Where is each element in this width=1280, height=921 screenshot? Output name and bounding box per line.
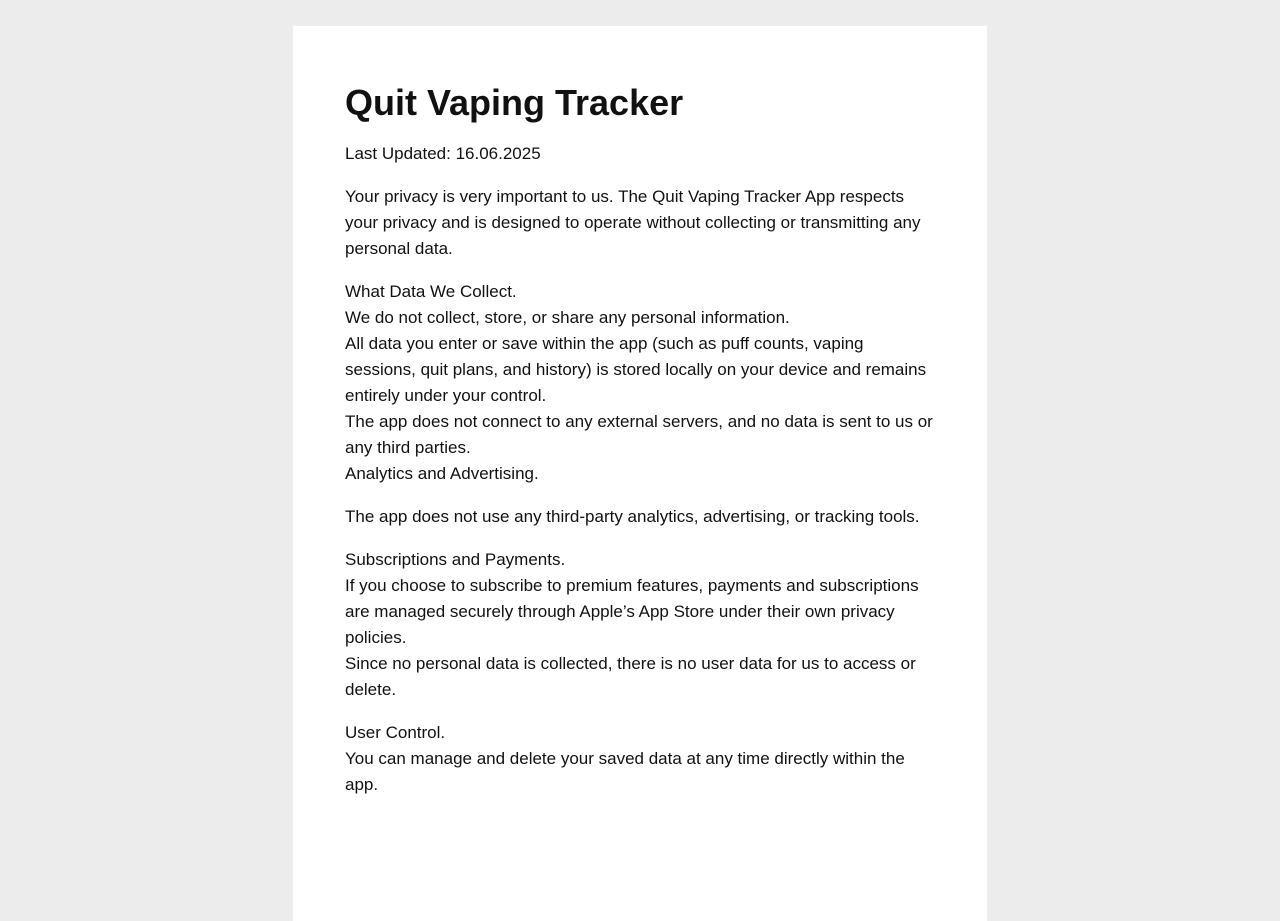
page-title: Quit Vaping Tracker [345, 82, 684, 123]
analytics-paragraph: The app does not use any third-party analytics, advertising, or tracking tools. [345, 507, 920, 526]
section-line: All data you enter or save within the app (such as puff counts, vaping sessions, quit plans, and history) is stored locally on your device and remains entirely under your control. [345, 334, 927, 405]
section-heading: Subscriptions and Payments. [345, 550, 566, 569]
section-line: Since no personal data is collected, there is no user data for us to access or delete. [345, 654, 916, 699]
section-heading: User Control. [345, 723, 446, 742]
section-heading: What Data We Collect. [345, 282, 517, 301]
section-line: We do not collect, store, or share any personal information. [345, 308, 790, 327]
intro-paragraph: Your privacy is very important to us. The Quit Vaping Tracker App respects your privacy and is designed to operate without collecting or transmitting any personal data. [345, 187, 921, 258]
data-collection-section [345, 279, 935, 487]
privacy-policy-card [293, 26, 987, 921]
user-control-section [345, 720, 935, 798]
last-updated: Last Updated: 16.06.2025 [345, 144, 541, 163]
section-line: You can manage and delete your saved data at any time directly within the app. [345, 749, 905, 794]
section-line: If you choose to subscribe to premium features, payments and subscriptions are managed securely through Apple’s App Store under their own privacy policies. [345, 576, 919, 647]
section-heading: Analytics and Advertising. [345, 464, 539, 483]
section-line: The app does not connect to any external servers, and no data is sent to us or any third parties. [345, 412, 933, 457]
subscriptions-section [345, 547, 935, 703]
